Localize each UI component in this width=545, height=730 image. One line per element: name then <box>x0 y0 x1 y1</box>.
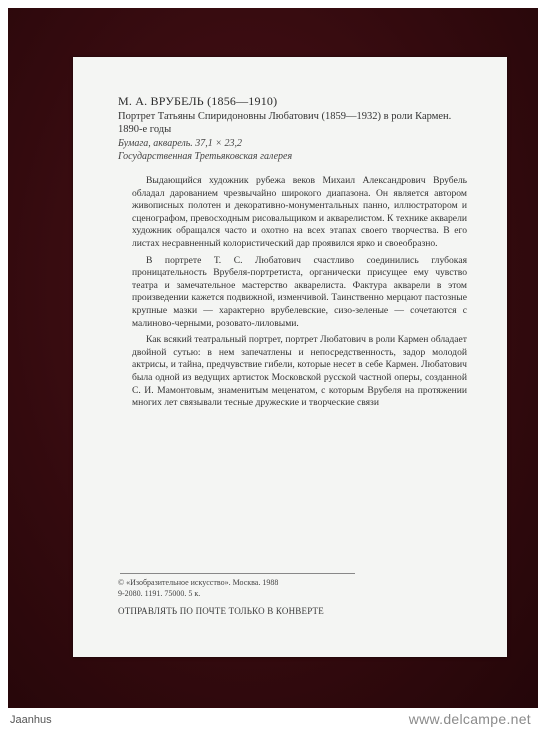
postcard-back <box>73 57 507 657</box>
post-note: ОТПРАВЛЯТЬ ПО ПОЧТЕ ТОЛЬКО В КОНВЕРТЕ <box>118 606 324 616</box>
watermark-bar <box>0 708 545 730</box>
gallery-name: Государственная Третьяковская галерея <box>118 151 293 162</box>
watermark-site[interactable]: www.delcampe.net <box>408 711 531 727</box>
watermark-user: Jaanhus <box>10 714 52 726</box>
copyright-text: © «Изобразительное искусство». Москва. 1988 <box>118 578 279 587</box>
paragraph: Выдающийся художник рубежа веков Михаил Александрович Врубель обладал дарованием чрезвычайно широкого диапазона. Он является автором живописных полотен и декоративно-монументальных панно, иллюстратором и сценографом, превосходным рисовальщиком и акварелистом. К технике акварели художник обращался часто и охотно на всех этапах своего творчества. В его листах несравненный колористический дар проявился ярко и своеобразно. <box>132 175 467 249</box>
footer-divider <box>120 573 355 574</box>
description-text <box>132 175 467 410</box>
paragraph: В портрете Т. С. Любатович счастливо соединились глубокая проницательность Врубеля-портретиста, органически присущее ему чувство театра и замечательное мастерство акварелиста. Фактура акварели в этом произведении кажется подвижной, изменчивой. Таинственно мерцают пастозные крупные мазки — характерно врубелевские, сизо-зеленые — сочетаются с малиново-черными, розовато-лиловыми. <box>132 254 467 329</box>
artwork-medium: Бумага, акварель. 37,1 × 23,2 <box>118 138 243 149</box>
print-info: 9-2080. 1191. 75000. 5 к. <box>118 589 201 598</box>
artwork-title: Портрет Татьяны Спиридоновны Любатович (1859—1932) в роли Кармен. 1890-е годы <box>118 111 452 135</box>
card-footer <box>118 573 463 617</box>
artist-name: М. А. ВРУБЕЛЬ (1856—1910) <box>118 94 278 108</box>
card-content <box>118 94 467 414</box>
paragraph: Как всякий театральный портрет, портрет Любатович в роли Кармен обладает двойной сутью: в нем запечатлены и непосредственность, задор молодой актрисы, и тайна, предчувствие гибели, которые несет в себе Кармен. Любатович была одной из ведущих артисток Московской русской частной оперы, созданной С. И. Мамонтовым, знаменитым меценатом, с которым Врубеля на протяжении многих лет связывали тесные дружеские и творческие связи <box>132 334 467 409</box>
